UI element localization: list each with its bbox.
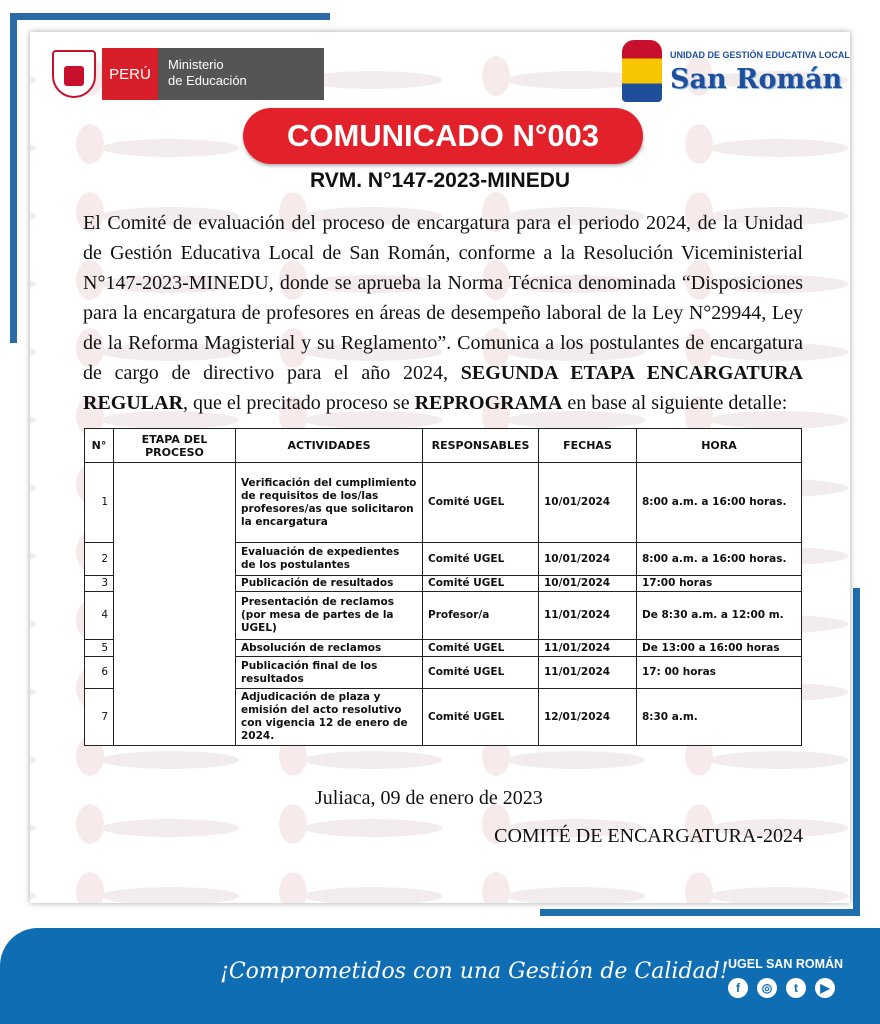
cell-resp: Comité UGEL [423, 463, 539, 543]
cell-fecha: 12/01/2024 [539, 689, 637, 746]
facebook-icon[interactable]: f [728, 978, 748, 998]
cell-resp: Comité UGEL [423, 657, 539, 689]
body-paragraph: El Comité de evaluación del proceso de encargatura para el periodo 2024, de la Unidad de Gestión Educativa Local de San Román, conforme a la Resolución Viceministerial N°147-2023-MINEDU, donde se aprueba la Norma Técnica denominada “Disposiciones para la encargatura de profesores en áreas de desempeño laboral de la Ley N°29944, Ley de la Reforma Magisterial y su Reglamento”. Comunica a los postulantes de encargatura de cargo de directivo para el año 2024, SEGUNDA ETAPA ENCARGATURA REGULAR, que el precitado proceso se REPROGRAMA en base al siguiente detalle: [83, 212, 803, 414]
footer-slogan: ¡Comprometidos con una Gestión de Calidad! [220, 959, 729, 984]
schedule-table [84, 428, 802, 746]
cell-hora: De 8:30 a.m. a 12:00 m. [637, 592, 802, 640]
twitter-icon[interactable]: t [786, 978, 806, 998]
table-row [85, 463, 802, 543]
resolution-subtitle: RVM. N°147-2023-MINEDU [309, 169, 571, 192]
column-header: N° [85, 429, 114, 463]
decorative-frame-line [853, 588, 860, 916]
cell-fecha: 10/01/2024 [539, 576, 637, 592]
column-header: ACTIVIDADES [236, 429, 423, 463]
cell-hora: 17:00 horas [637, 576, 802, 592]
footer-brand: UGEL SAN ROMÁN [728, 957, 844, 971]
cell-n: 5 [85, 640, 114, 657]
decorative-frame-line [10, 13, 330, 20]
cell-n: 6 [85, 657, 114, 689]
cell-n: 3 [85, 576, 114, 592]
signature: COMITÉ DE ENCARGATURA-2024 [494, 825, 803, 847]
cell-hora: 8:00 a.m. a 16:00 horas. [637, 463, 802, 543]
cell-fecha: 10/01/2024 [539, 463, 637, 543]
cell-n: 1 [85, 463, 114, 543]
minedu-logo [52, 48, 324, 100]
social-links [728, 978, 835, 998]
cell-fecha: 10/01/2024 [539, 543, 637, 576]
cell-act: Publicación de resultados [236, 576, 423, 592]
cell-resp: Comité UGEL [423, 576, 539, 592]
ugel-logo-name: San Román [670, 64, 843, 95]
ugel-logo-caption: UNIDAD DE GESTIÓN EDUCATIVA LOCAL [670, 50, 850, 60]
place-date: Juliaca, 09 de enero de 2023 [315, 787, 543, 809]
cell-fecha: 11/01/2024 [539, 657, 637, 689]
document-content [83, 208, 803, 848]
cell-n: 2 [85, 543, 114, 576]
cell-act: Absolución de reclamos [236, 640, 423, 657]
cell-act: Evaluación de expedientes de los postulantes [236, 543, 423, 576]
cell-resp: Comité UGEL [423, 543, 539, 576]
peru-coat-of-arms-icon [52, 50, 96, 98]
cell-act: Publicación final de los resultados [236, 657, 423, 689]
page-title: COMUNICADO N°003 [243, 108, 643, 164]
cell-n: 7 [85, 689, 114, 746]
cell-n: 4 [85, 592, 114, 640]
instagram-icon[interactable]: ◎ [757, 978, 777, 998]
cell-hora: 8:00 a.m. a 16:00 horas. [637, 543, 802, 576]
cell-resp: Comité UGEL [423, 640, 539, 657]
column-header: HORA [637, 429, 802, 463]
cell-resp: Profesor/a [423, 592, 539, 640]
column-header: FECHAS [539, 429, 637, 463]
cell-fecha: 11/01/2024 [539, 640, 637, 657]
cell-hora: 17: 00 horas [637, 657, 802, 689]
cell-hora: 8:30 a.m. [637, 689, 802, 746]
cell-act: Presentación de reclamos (por mesa de partes de la UGEL) [236, 592, 423, 640]
cell-hora: De 13:00 a 16:00 horas [637, 640, 802, 657]
peru-label: PERÚ [102, 48, 158, 100]
cell-resp: Comité UGEL [423, 689, 539, 746]
cell-etapa [114, 463, 236, 746]
decorative-frame-line [540, 909, 860, 916]
youtube-icon[interactable]: ▶ [815, 978, 835, 998]
column-header: RESPONSABLES [423, 429, 539, 463]
ministry-label: Ministerio de Educación [158, 48, 324, 100]
cell-fecha: 11/01/2024 [539, 592, 637, 640]
cell-act: Adjudicación de plaza y emisión del acto resolutivo con vigencia 12 de enero de 2024. [236, 689, 423, 746]
mascot-icon [622, 40, 662, 102]
ugel-logo [622, 40, 850, 104]
cell-act: Verificación del cumplimiento de requisitos de los/las profesores/as que solicitaron la encargatura [236, 463, 423, 543]
column-header: ETAPA DEL PROCESO [114, 429, 236, 463]
